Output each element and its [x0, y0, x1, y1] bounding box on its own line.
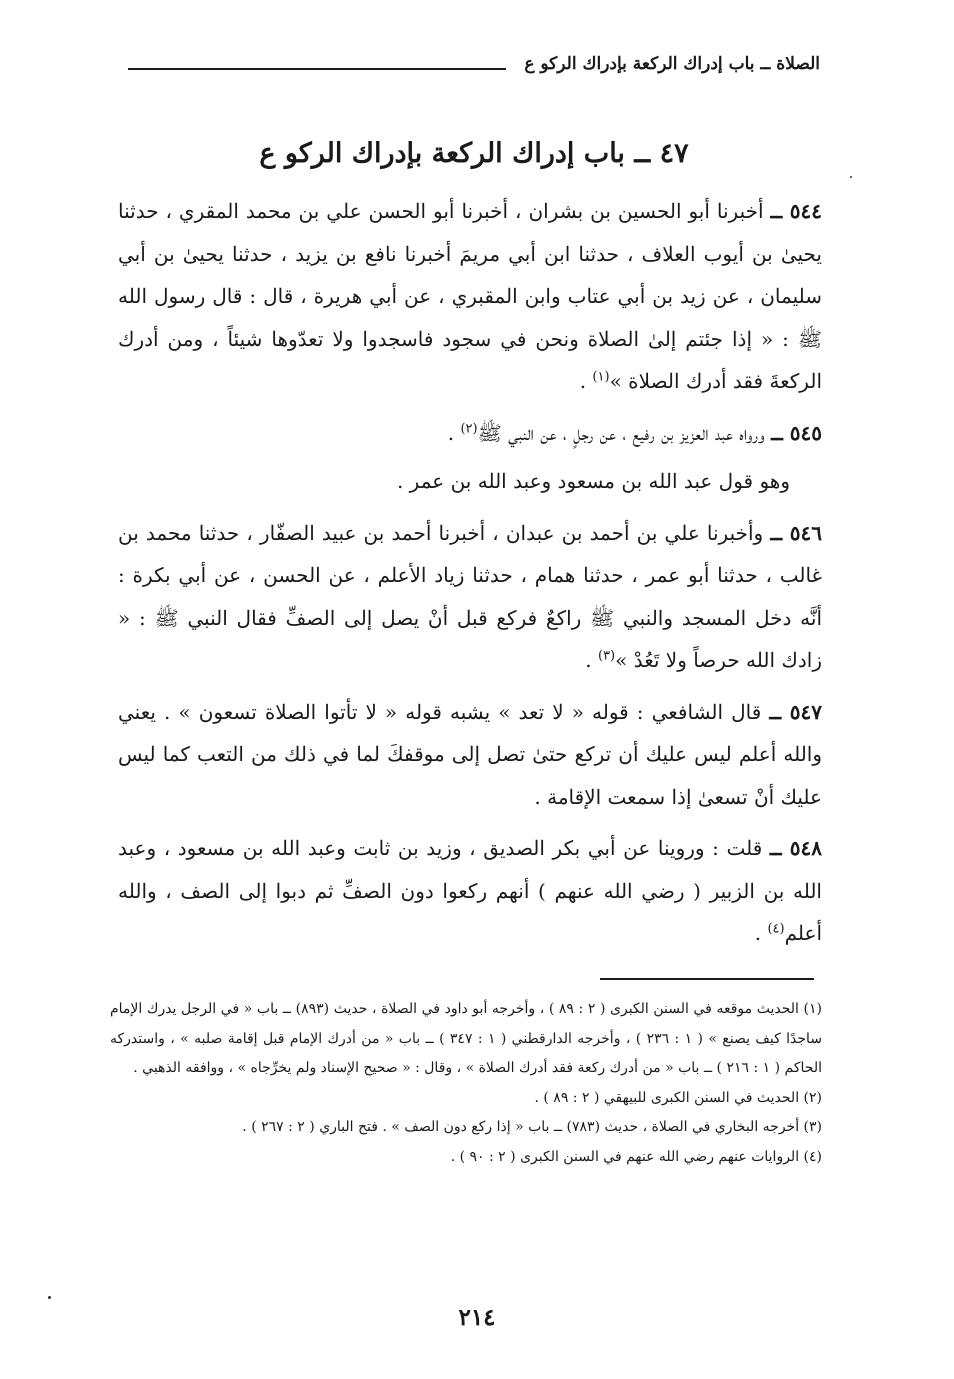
footnote-separator: [600, 978, 814, 980]
chapter-title: ٤٧ ــ باب إدراك الركعة بإدراك الركو ع: [259, 138, 689, 169]
footnotes: [110, 995, 822, 1172]
hadith-number: ٥٤٦ ــ: [770, 520, 822, 545]
footnote-reference[interactable]: (١): [592, 369, 610, 385]
scan-speck: [850, 176, 852, 178]
hadith-paragraph: [118, 190, 822, 403]
footnote-reference[interactable]: (٤): [767, 921, 785, 937]
scan-speck: [48, 1296, 51, 1299]
hadith-text-tail: .: [447, 420, 461, 445]
hadith-number: ٥٤٧ ــ: [769, 699, 822, 724]
footnote: (٣) أخرجه البخاري في الصلاة ، حديث (٧٨٣) ــ باب « إذا ركع دون الصف » . فتح الباري ( ٢ : ٢٦٧ ) .: [242, 1119, 822, 1135]
hadith-text-tail: .: [585, 648, 598, 672]
page-number: ٢١٤: [458, 1304, 496, 1331]
running-head-title: الصلاة ــ باب إدراك الركعة بإدراك الركو ع: [524, 54, 820, 74]
commentary-paragraph: [118, 460, 822, 503]
hadith-paragraph: [118, 512, 822, 682]
commentary-text: وهو قول عبد الله بن مسعود وعبد الله بن عمر .: [396, 469, 790, 493]
hadith-number: ٥٤٥ ــ: [771, 420, 822, 445]
hadith-text: وأخبرنا علي بن أحمد بن عبدان ، أخبرنا أحمد بن عبيد الصفّار ، حدثنا محمد بن غالب ، حدثنا أبو عمر ، حدثنا همام ، حدثنا زياد الأعلم ، عن الحسن ، عن أبي بكرة : أنَّه دخل المسجد والنبي ﷺ راكعٌ فركع قبل أنْ يصل إلى الصفِّ فقال النبي ﷺ : « زادك الله حرصاً ولا تَعُدْ »: [118, 520, 822, 672]
hadith-text: ورواه عبد العزيز بن رفيع ، عن رجلٍ ، عن النبي ﷺ: [477, 420, 765, 445]
running-head-rule: [128, 68, 506, 70]
hadith-text: قال الشافعي : قوله « لا تعد » يشبه قوله « لا تأتوا الصلاة تسعون » . يعني والله أعلم ليس عليك أن تركع حتىٰ تصل إلى موقفكَ لما في ذلك من التعب كما ليس عليك أنْ تسعىٰ إذا سمعت الإقامة .: [118, 699, 822, 809]
hadith-text-tail: .: [754, 921, 768, 945]
hadith-text: أخبرنا أبو الحسين بن بشران ، أخبرنا أبو الحسن علي بن محمد المقري ، حدثنا يحيىٰ بن أيوب العلاف ، حدثنا ابن أبي مريمَ أخبرنا نافع بن يزيد ، حدثنا يحيىٰ بن أبي سليمان ، عن زيد بن أبي عتاب وابن المقبري ، عن أبي هريرة ، قال : قال رسول الله ﷺ : « إذا جئتم إلىٰ الصلاة ونحن في سجود فاسجدوا ولا تعدّوها شيئاً ، ومن أدرك الركعةَ فقد أدرك الصلاة »: [118, 199, 823, 393]
footnote: (١) الحديث موقعه في السنن الكبرى ( ٢ : ٨٩ ) ، وأخرجه أبو داود في الصلاة ، حديث (٨٩٣) ــ باب « في الرجل يدرك الإمام ساجدًا كيف يصنع » ( ١ : ٢٣٦ ) ، وأخرجه الدارقطني ( ١ : ٣٤٧ ) ــ باب « من أدرك الإمام قبل إقامة صلبه » ، واستدركه الحاكم ( ١ : ٢١٦ ) ــ باب « من أدرك ركعة فقد أدرك الصلاة » ، وقال : « صحيح الإسناد ولم يخرِّجاه » ، ووافقه الذهبي .: [110, 1001, 822, 1076]
footnote: (٤) الروايات عنهم رضي الله عنهم في السنن الكبرى ( ٢ : ٩٠ ) .: [450, 1148, 822, 1165]
hadith-text: قلت : وروينا عن أبي بكر الصديق ، وزيد بن ثابت وعبد الله بن مسعود ، وعبد الله بن الزبير ( رضي الله عنهم ) أنهم ركعوا دون الصفِّ ثم دبوا إلى الصف ، والله أعلم: [118, 836, 822, 945]
footnote-reference[interactable]: (٣): [597, 648, 616, 664]
hadith-paragraph: [118, 691, 822, 819]
main-text: [118, 190, 822, 955]
hadith-paragraph: [118, 412, 822, 455]
hadith-text-tail: .: [579, 369, 593, 393]
footnote-reference[interactable]: (٢): [460, 420, 478, 436]
footnote: (٢) الحديث في السنن الكبرى للبيهقي ( ٢ : ٨٩ ) .: [534, 1089, 822, 1106]
running-head: [128, 52, 820, 84]
hadith-number: ٥٤٤ ــ: [770, 199, 823, 223]
hadith-paragraph: [118, 827, 822, 955]
hadith-number: ٥٤٨ ــ: [769, 836, 822, 860]
